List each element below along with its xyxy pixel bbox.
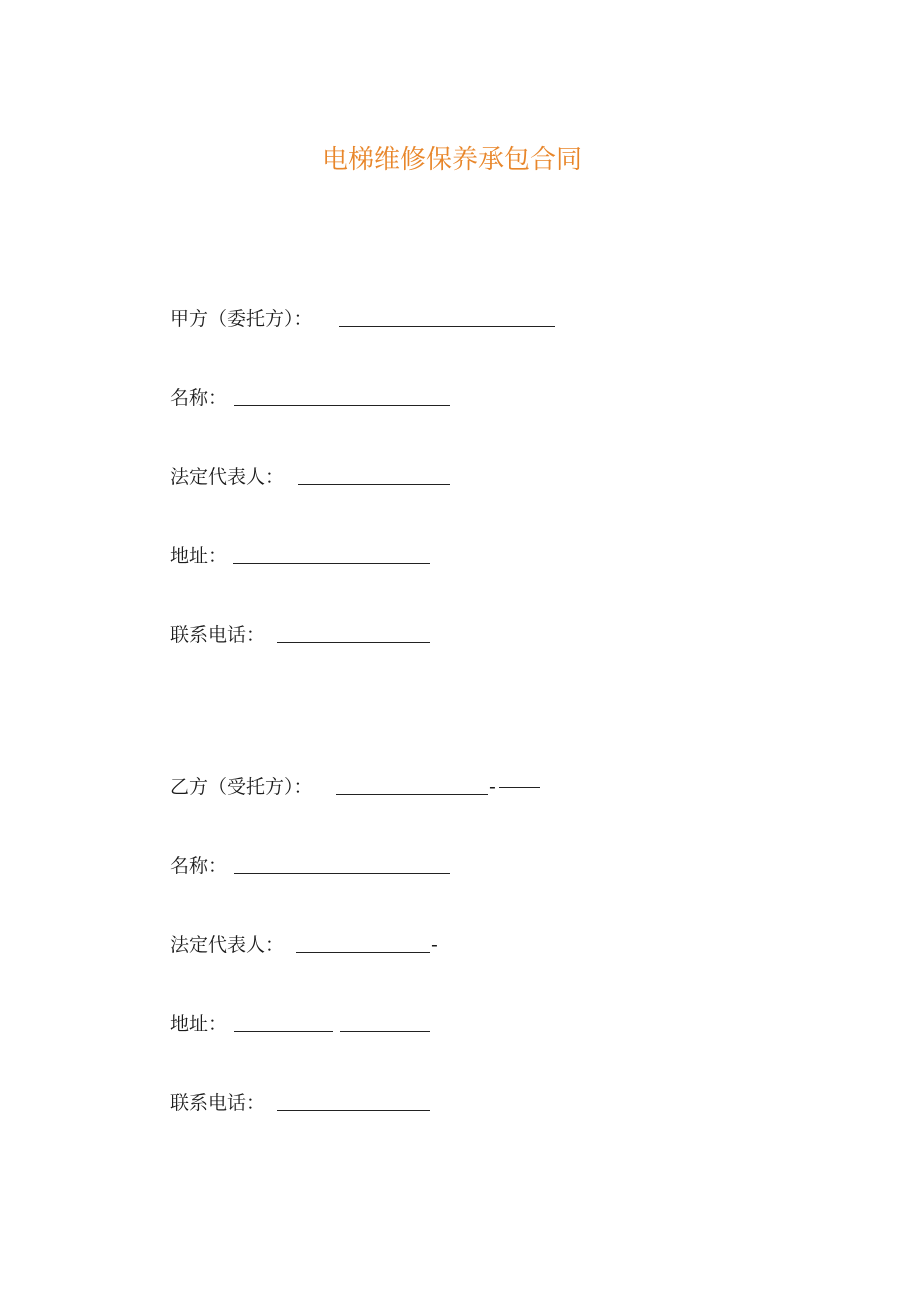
party-b-rep-blank[interactable] [296,952,430,953]
party-b-blank[interactable] [336,794,488,795]
party-b-address-label: 地址： [170,1013,228,1035]
party-b-heading-tail: - [489,776,496,798]
party-a-phone-label: 联系电话： [170,624,266,646]
party-a-blank[interactable] [339,326,555,327]
party-a-phone-blank[interactable] [277,642,430,643]
party-b-heading-row [170,772,496,802]
party-b-name-label: 名称： [170,855,228,877]
party-b-name-row [170,851,227,881]
party-a-address-row [170,541,227,571]
party-b-address-blank-2[interactable] [340,1031,430,1032]
party-a-rep-row [170,462,284,492]
party-a-address-label: 地址： [170,545,228,567]
party-b-heading-dash [499,787,540,788]
party-b-rep-label: 法定代表人： [170,934,285,956]
party-b-rep-row [170,930,438,960]
party-a-name-label: 名称： [170,387,228,409]
party-b-address-row [170,1009,227,1039]
party-b-phone-blank[interactable] [277,1110,430,1111]
party-b-phone-label: 联系电话： [170,1092,266,1114]
party-b-heading: 乙方（受托方）： [170,776,313,798]
party-b-name-blank[interactable] [234,873,450,874]
party-a-name-row [170,383,227,413]
party-b-phone-row [170,1088,265,1118]
document-title: 电梯维修保养承包合同 [321,145,582,175]
party-a-heading: 甲方（委托方）： [170,308,313,330]
party-b-address-blank-1[interactable] [234,1031,333,1032]
party-a-address-blank[interactable] [233,563,430,564]
party-a-rep-label: 法定代表人： [170,466,285,488]
party-a-name-blank[interactable] [234,405,450,406]
party-a-heading-row [170,304,313,334]
party-a-phone-row [170,620,265,650]
party-b-rep-tail: - [431,934,438,956]
party-a-rep-blank[interactable] [298,484,450,485]
